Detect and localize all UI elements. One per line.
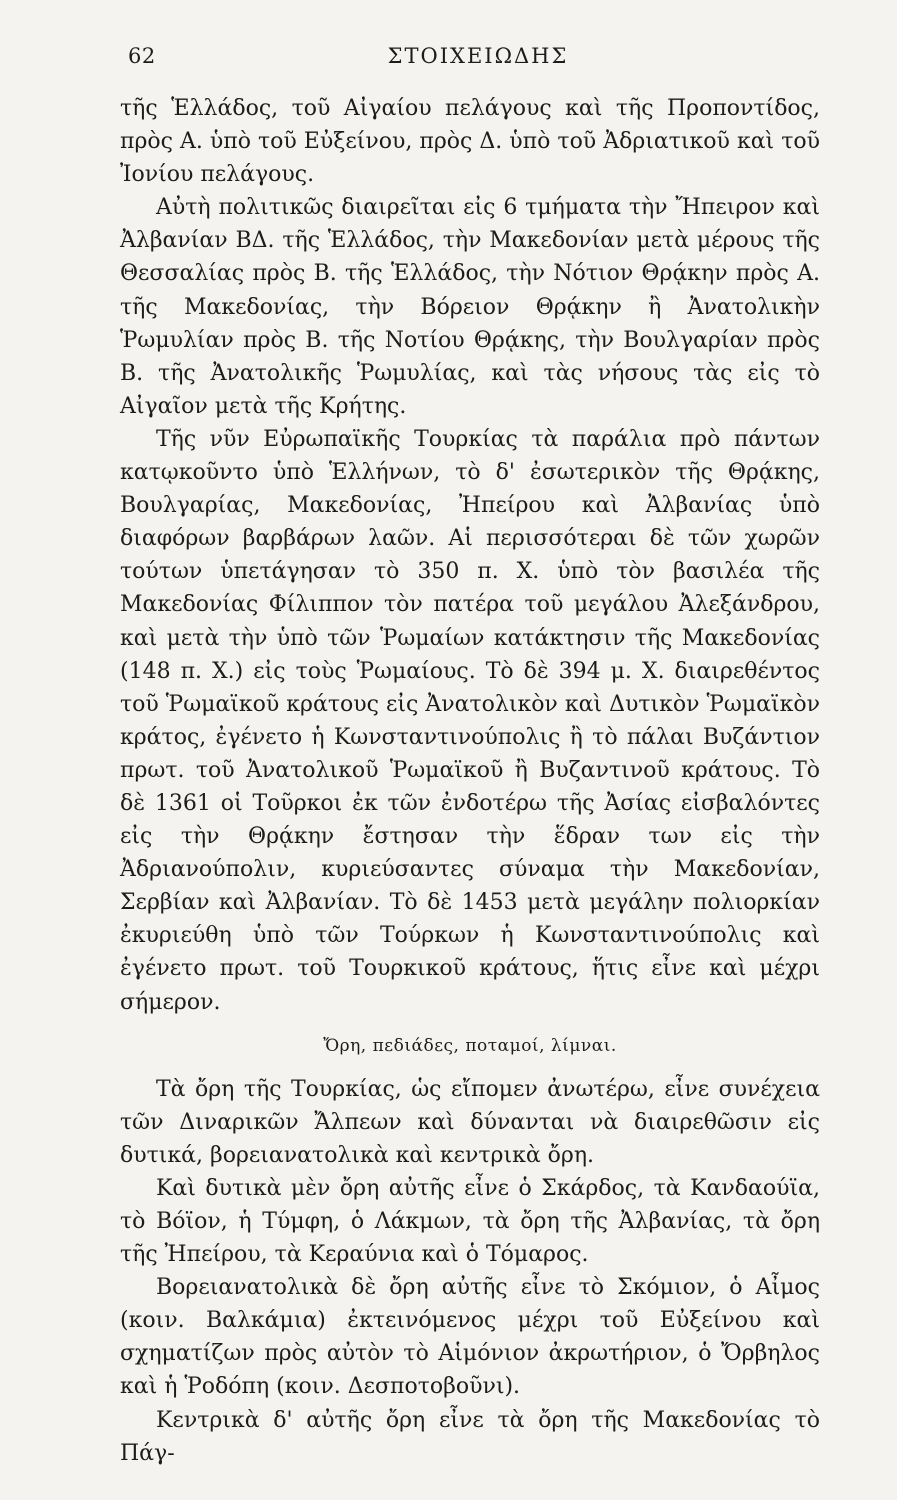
paragraph-central-mountains: Κεντρικὰ δ' αὐτῆς ὄρη εἶνε τὰ ὄρη τῆς Μακεδονίας τὸ Πάγ- [120,1407,820,1466]
page-number: 62 [128,44,156,68]
paragraph-history: Τῆς νῦν Εὐρωπαϊκῆς Τουρκίας τὰ παράλια πρὸ πάντων κατῳκοῦντο ὑπὸ Ἑλλήνων, τὸ δ' ἐσωτερικὸν τῆς Θρᾴκης, Βουλγαρίας, Μακεδονίας, Ἠπείρου καὶ Ἀλβανίας ὑπὸ διαφόρων βαρβάρων λαῶν. Αἱ περισσότεραι δὲ τῶν χωρῶν τούτων ὑπετάγησαν τὸ 350 π. Χ. ὑπὸ τὸν βασιλέα τῆς Μακεδονίας Φίλιππον τὸν πατέρα τοῦ μεγάλου Ἀλεξάνδρου, καὶ μετὰ τὴν ὑπὸ τῶν Ῥωμαίων κατάκτησιν τῆς Μακεδονίας (148 π. Χ.) εἰς τοὺς Ῥωμαίους. Τὸ δὲ 394 μ. Χ. διαιρεθέντος τοῦ Ῥωμαϊκοῦ κράτους εἰς Ἀνατολικὸν καὶ Δυτικὸν Ῥωμαϊκὸν κράτος, ἐγένετο ἡ Κωνσταντινούπολις ἢ τὸ πάλαι Βυζάντιον πρωτ. τοῦ Ἀνατολικοῦ Ῥωμαϊκοῦ ἢ Βυζαντινοῦ κράτους. Τὸ δὲ 1361 οἱ Τοῦρκοι ἐκ τῶν ἐνδοτέρω τῆς Ἀσίας εἰσβαλόντες εἰς τὴν Θρᾴκην ἔστησαν τὴν ἕδραν των εἰς τὴν Ἀδριανούπολιν, κυριεύσαντες σύναμα τὴν Μακεδονίαν, Σερβίαν καὶ Ἀλβανίαν. Τὸ δὲ 1453 μετὰ μεγάλην πολιορκίαν ἐκυριεύθη ὑπὸ τῶν Τούρκων ἡ Κωνσταντινούπολις καὶ ἐγένετο πρωτ. τοῦ Τουρκικοῦ κράτους, ἥτις εἶνε καὶ μέχρι σήμερον. [120,426,820,1015]
section-heading: Ὄρη, πεδιάδες, ποταμοί, λίμναι. [323,1035,617,1056]
paragraph-continuation: τῆς Ἑλλάδος, τοῦ Αἰγαίου πελάγους καὶ τῆς Προποντίδος, πρὸς Α. ὑπὸ τοῦ Εὐξείνου, πρὸς Δ. ὑπὸ τοῦ Ἀδριατικοῦ καὶ τοῦ Ἰονίου πελάγους. [120,96,820,188]
paragraph-political-division: Αὐτὴ πολιτικῶς διαιρεῖται εἰς 6 τμήματα τὴν Ἤπειρον καὶ Ἀλβανίαν ΒΔ. τῆς Ἑλλάδος, τὴν Μακεδονίαν μετὰ μέρους τῆς Θεσσαλίας πρὸς Β. τῆς Ἑλλάδος, τὴν Νότιον Θρᾴκην πρὸς Α. τῆς Μακεδονίας, τὴν Βόρειον Θρᾴκην ἢ Ἀνατολικὴν Ῥωμυλίαν πρὸς Β. τῆς Νοτίου Θρᾴκης, τὴν Βουλγαρίαν πρὸς Β. τῆς Ἀνατολικῆς Ῥωμυλίας, καὶ τὰς νήσους τὰς εἰς τὸ Αἰγαῖον μετὰ τῆς Κρήτης. [120,195,820,419]
page-header [128,44,828,78]
paragraph-northeastern-mountains: Βορειανατολικὰ δὲ ὄρη αὐτῆς εἶνε τὸ Σκόμιον, ὁ Αἶμος (κοιν. Βαλκάμια) ἐκτεινόμενος μέχρι τοῦ Εὐξείνου καὶ σχηματίζων πρὸς αὐτὸν τὸ Αἱμόνιον ἀκρωτήριον, ὁ Ὄρβηλος καὶ ἡ Ῥοδόπη (κοιν. Δεσποτοβοῦνι). [120,1275,820,1400]
running-title: ΣΤΟΙΧΕΙΩΔΗΣ [387,44,569,68]
paragraph-mountains-intro: Τὰ ὄρη τῆς Τουρκίας, ὡς εἴπομεν ἀνωτέρω, εἶνε συνέχεια τῶν Διναρικῶν Ἄλπεων καὶ δύνανται νὰ διαιρεθῶσιν εἰς δυτικά, βορειανατολικὰ καὶ κεντρικὰ ὄρη. [120,1076,820,1168]
body-text [120,92,820,1470]
paragraph-western-mountains: Καὶ δυτικὰ μὲν ὄρη αὐτῆς εἶνε ὁ Σκάρδος, τὰ Κανδαούϊα, τὸ Βόϊον, ἡ Τύμφη, ὁ Λάκμων, τὰ ὄρη τῆς Ἀλβανίας, τὰ ὄρη τῆς Ἠπείρου, τὰ Κεραύνια καὶ ὁ Τόμαρος. [120,1175,820,1268]
